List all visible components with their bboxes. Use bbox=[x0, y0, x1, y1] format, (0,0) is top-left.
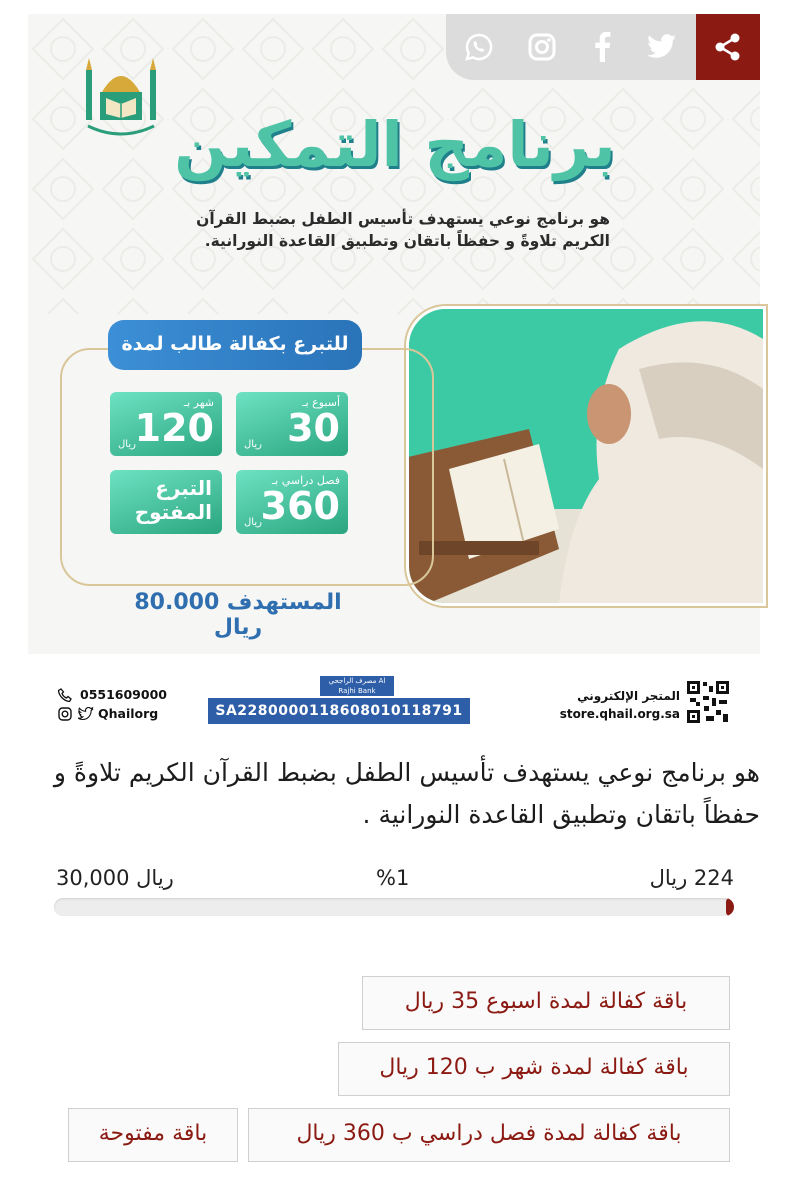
banner-description: هو برنامج نوعي يستهدف تأسيس الطفل بضبط القرآن الكريم تلاوةً و حفظاً باتقان وتطبيق القاعدة النورانية. bbox=[196, 210, 610, 250]
tile-open-line2: المفتوح bbox=[134, 500, 212, 524]
tile-semester-currency: ريال bbox=[244, 517, 262, 528]
twitter-small-icon bbox=[78, 707, 94, 721]
store-label: المتجر الإلكتروني bbox=[577, 689, 680, 703]
facebook-icon[interactable] bbox=[585, 30, 619, 64]
tile-month-currency: ريال bbox=[118, 439, 136, 450]
tile-semester-amount: 360 bbox=[260, 484, 340, 528]
tile-week[interactable] bbox=[236, 392, 348, 456]
tile-month-caption: شهر بـ bbox=[183, 396, 214, 409]
donation-frame bbox=[60, 348, 434, 586]
whatsapp-icon[interactable] bbox=[462, 30, 496, 64]
progress-raised: 224 ريال bbox=[649, 866, 734, 890]
tile-week-currency: ريال bbox=[244, 439, 262, 450]
target-amount: المستهدف 80.000 ريال bbox=[134, 590, 342, 640]
sponsor-student-pill: للتبرع بكفالة طالب لمدة bbox=[108, 320, 362, 370]
phone-number[interactable]: 0551609000 bbox=[80, 687, 167, 702]
tile-month-amount: 120 bbox=[134, 406, 214, 450]
package-month[interactable]: باقة كفالة لمدة شهر ب 120 ريال bbox=[338, 1042, 730, 1096]
organization-logo bbox=[82, 52, 160, 144]
tile-month[interactable] bbox=[110, 392, 222, 456]
tile-open-donation[interactable] bbox=[110, 470, 222, 534]
tile-semester[interactable] bbox=[236, 470, 348, 534]
qr-code-icon[interactable] bbox=[686, 680, 730, 724]
package-semester[interactable]: باقة كفالة لمدة فصل دراسي ب 360 ريال bbox=[248, 1108, 730, 1162]
package-week[interactable]: باقة كفالة لمدة اسبوع 35 ريال bbox=[362, 976, 730, 1030]
bank-logo: مصرف الراجحي Al Rajhi Bank bbox=[320, 676, 394, 696]
instagram-small-icon bbox=[58, 707, 72, 721]
program-description: هو برنامج نوعي يستهدف تأسيس الطفل بضبط القرآن الكريم تلاوةً و حفظاً باتقان وتطبيق القاعدة النورانية . bbox=[53, 758, 760, 829]
program-title: برنامج التمكين bbox=[174, 108, 616, 181]
progress-track bbox=[54, 898, 734, 916]
store-url[interactable]: store.qhail.org.sa bbox=[559, 707, 680, 721]
tile-week-caption: أسبوع بـ bbox=[302, 396, 340, 409]
progress-percent: %1 bbox=[376, 866, 410, 890]
tile-semester-caption: فصل دراسي بـ bbox=[271, 474, 340, 487]
progress-goal: 30,000 ريال bbox=[56, 866, 174, 890]
instagram-icon[interactable] bbox=[525, 30, 559, 64]
progress-fill bbox=[726, 898, 734, 916]
share-icon bbox=[713, 32, 743, 62]
package-open[interactable]: باقة مفتوحة bbox=[68, 1108, 238, 1162]
tile-open-line1: التبرع bbox=[155, 476, 212, 500]
iban-number[interactable]: SA2280000118608010118791 bbox=[208, 698, 470, 724]
share-button[interactable] bbox=[696, 14, 760, 80]
social-handle[interactable]: Qhailorg bbox=[98, 706, 159, 721]
twitter-icon[interactable] bbox=[645, 30, 679, 64]
tile-week-amount: 30 bbox=[287, 406, 340, 450]
phone-icon bbox=[58, 688, 72, 702]
student-photo bbox=[406, 306, 766, 606]
